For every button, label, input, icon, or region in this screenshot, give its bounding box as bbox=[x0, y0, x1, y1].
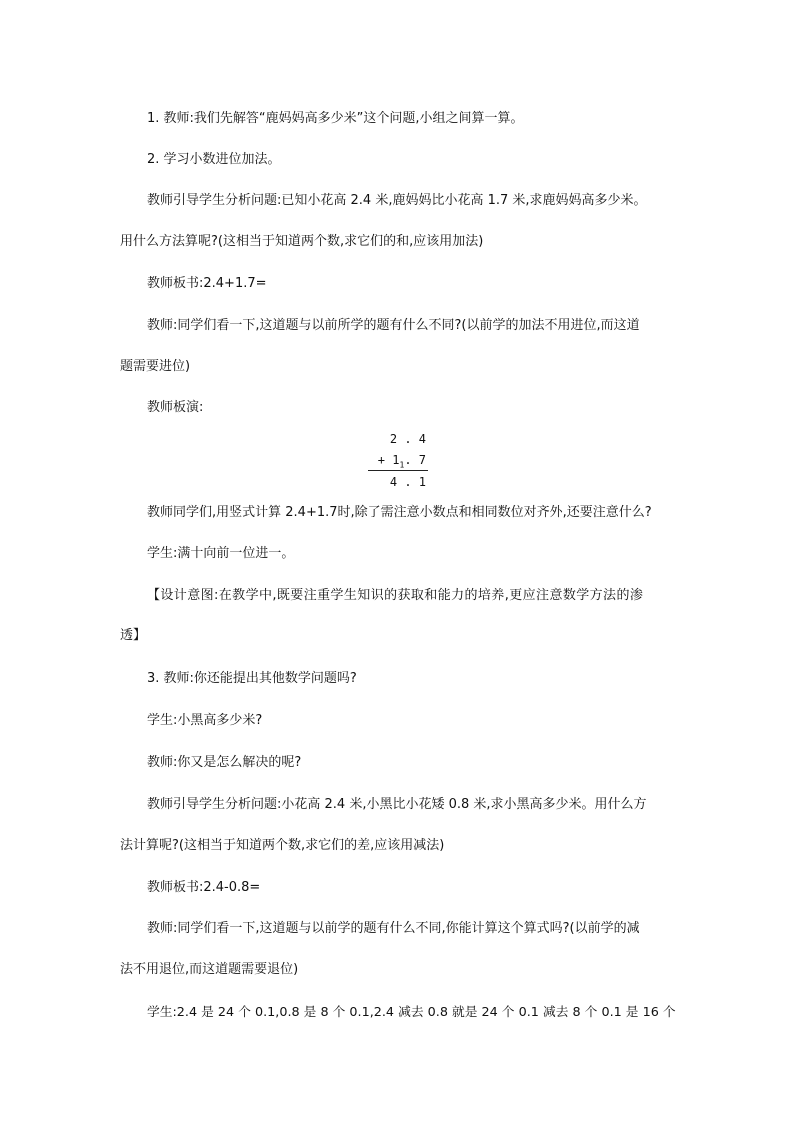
paragraph-board-writing-add: 教师板书:2.4+1.7= bbox=[147, 276, 267, 291]
paragraph-difference-line-2: 题需要进位) bbox=[120, 359, 191, 374]
paragraph-teacher-question-1: 1. 教师:我们先解答“鹿妈妈高多少米”这个问题,小组之间算一算。 bbox=[147, 111, 524, 126]
calc-sum-rule bbox=[368, 470, 428, 471]
calc-row-result: 4 . 1 bbox=[389, 475, 426, 489]
paragraph-design-intent-line-1: 【设计意图:在教学中,既要注重学生知识的获取和能力的培养,更应注意数学方法的渗 bbox=[147, 588, 644, 603]
paragraph-design-intent-line-2: 透】 bbox=[120, 628, 147, 643]
paragraph-compare-line-2: 法不用退位,而这道题需要退位) bbox=[120, 962, 299, 977]
paragraph-difference-line-1: 教师:同学们看一下,这道题与以前所学的题有什么不同?(以前学的加法不用进位,而这道 bbox=[147, 318, 640, 333]
paragraph-student-answer-2: 学生:小黑高多少米? bbox=[147, 713, 263, 728]
paragraph-teacher-question-3: 3. 教师:你还能提出其他数学问题吗? bbox=[147, 671, 357, 686]
paragraph-analysis-line-2: 用什么方法算呢?(这相当于知道两个数,求它们的和,应该用加法) bbox=[120, 234, 484, 249]
paragraph-section-2-heading: 2. 学习小数进位加法。 bbox=[147, 152, 281, 167]
calc-addend-2-lead: + 1 bbox=[377, 453, 400, 467]
paragraph-teacher-question-4: 教师:你又是怎么解决的呢? bbox=[147, 755, 302, 770]
calc-row-addend-1: 2 . 4 bbox=[389, 432, 426, 446]
paragraph-student-explanation: 学生:2.4 是 24 个 0.1,0.8 是 8 个 0.1,2.4 减去 0.8 就是 24 个 0.1 减去 8 个 0.1 是 16 个 bbox=[147, 1005, 676, 1020]
paragraph-analysis-line-1: 教师引导学生分析问题:已知小花高 2.4 米,鹿妈妈比小花高 1.7 米,求鹿妈妈高多少米。 bbox=[147, 193, 647, 208]
paragraph-compare-line-1: 教师:同学们看一下,这道题与以前学的题有什么不同,你能计算这个算式吗?(以前学的减 bbox=[147, 921, 640, 936]
calc-addend-2-rest: . 7 bbox=[404, 453, 426, 467]
paragraph-board-writing-sub: 教师板书:2.4-0.8= bbox=[147, 880, 261, 895]
carry-digit: 1 bbox=[399, 460, 405, 470]
paragraph-board-demo: 教师板演: bbox=[147, 400, 204, 415]
paragraph-subtraction-line-1: 教师引导学生分析问题:小花高 2.4 米,小黑比小花矮 0.8 米,求小黑高多少米。用什么方 bbox=[147, 797, 647, 812]
paragraph-vertical-note: 教师同学们,用竖式计算 2.4+1.7时,除了需注意小数点和相同数位对齐外,还要注意什么? bbox=[147, 505, 652, 520]
paragraph-subtraction-line-2: 法计算呢?(这相当于知道两个数,求它们的差,应该用减法) bbox=[120, 838, 445, 853]
paragraph-student-answer-1: 学生:满十向前一位进一。 bbox=[147, 546, 295, 561]
